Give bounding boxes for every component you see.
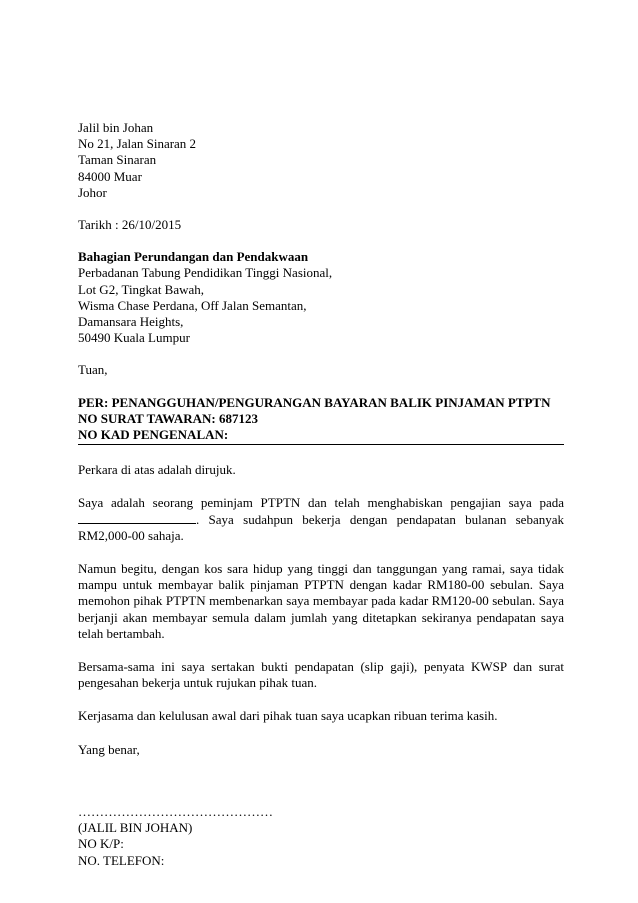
signature-line: ………………………………………: [78, 803, 273, 819]
subject-block: [78, 395, 564, 446]
body-paragraph-1: Perkara di atas adalah dirujuk.: [78, 462, 236, 478]
recipient-department: Bahagian Perundangan dan Pendakwaan: [78, 249, 309, 265]
body-paragraph-2-end: . Saya sudahpun bekerja dengan pendapatan bulanan sebanyak RM2,000-00 sahaja.: [78, 511, 564, 543]
recipient-address-line: Wisma Chase Perdana, Off Jalan Semantan,: [78, 297, 307, 313]
salutation: Tuan,: [78, 362, 108, 378]
sender-name: Jalil bin Johan: [78, 120, 154, 135]
recipient-address-line: Damansara Heights,: [78, 314, 184, 330]
signatory-name: (JALIL BIN JOHAN): [78, 820, 193, 836]
sender-block: [78, 120, 564, 201]
identity-card-number: NO KAD PENGENALAN:: [78, 427, 229, 443]
sender-address-line: 84000 Muar: [78, 168, 142, 184]
signature-block: [78, 804, 564, 869]
body-paragraph-2-start: Saya adalah seorang peminjam PTPTN dan telah menghabiskan pengajian saya pada: [78, 495, 564, 511]
signatory-phone: NO. TELEFON:: [78, 852, 165, 868]
sender-address-line: Johor: [78, 184, 107, 200]
signatory-ic: NO K/P:: [78, 836, 124, 852]
recipient-address-line: Perbadanan Tabung Pendidikan Tinggi Nasional,: [78, 265, 333, 281]
recipient-address-line: Lot G2, Tingkat Bawah,: [78, 281, 205, 297]
recipient-address-line: 50490 Kuala Lumpur: [78, 330, 190, 346]
offer-letter-number: NO SURAT TAWARAN: 687123: [78, 410, 258, 426]
date-blank-field: [78, 512, 196, 524]
letter-page: [78, 120, 564, 869]
recipient-block: [78, 249, 564, 346]
letter-date: Tarikh : 26/10/2015: [78, 217, 182, 233]
subject-title: PER: PENANGGUHAN/PENGURANGAN BAYARAN BALIK PINJAMAN PTPTN: [78, 394, 551, 410]
sender-address-line: Taman Sinaran: [78, 152, 157, 168]
body-paragraph-4: Bersama-sama ini saya sertakan bukti pendapatan (slip gaji), penyata KWSP dan surat pengesahan bekerja untuk rujukan pihak tuan.: [78, 659, 564, 691]
body-paragraph-2: [78, 495, 564, 544]
sender-address-line: No 21, Jalan Sinaran 2: [78, 136, 197, 152]
body-paragraph-3: Namun begitu, dengan kos sara hidup yang tinggi dan tanggungan yang ramai, saya tidak mampu untuk membayar balik pinjaman PTPTN dengan kadar RM180-00 sebulan. Saya memohon pihak PTPTN membenarkan saya membayar pada kadar RM120-00 sebulan. Saya berjanji akan membayar semula dalam jumlah yang ditetapkan sekiranya pendapatan saya telah bertambah.: [78, 561, 564, 641]
body-paragraph-5: Kerjasama dan kelulusan awal dari pihak tuan saya ucapkan ribuan terima kasih.: [78, 708, 498, 724]
closing: Yang benar,: [78, 741, 140, 757]
